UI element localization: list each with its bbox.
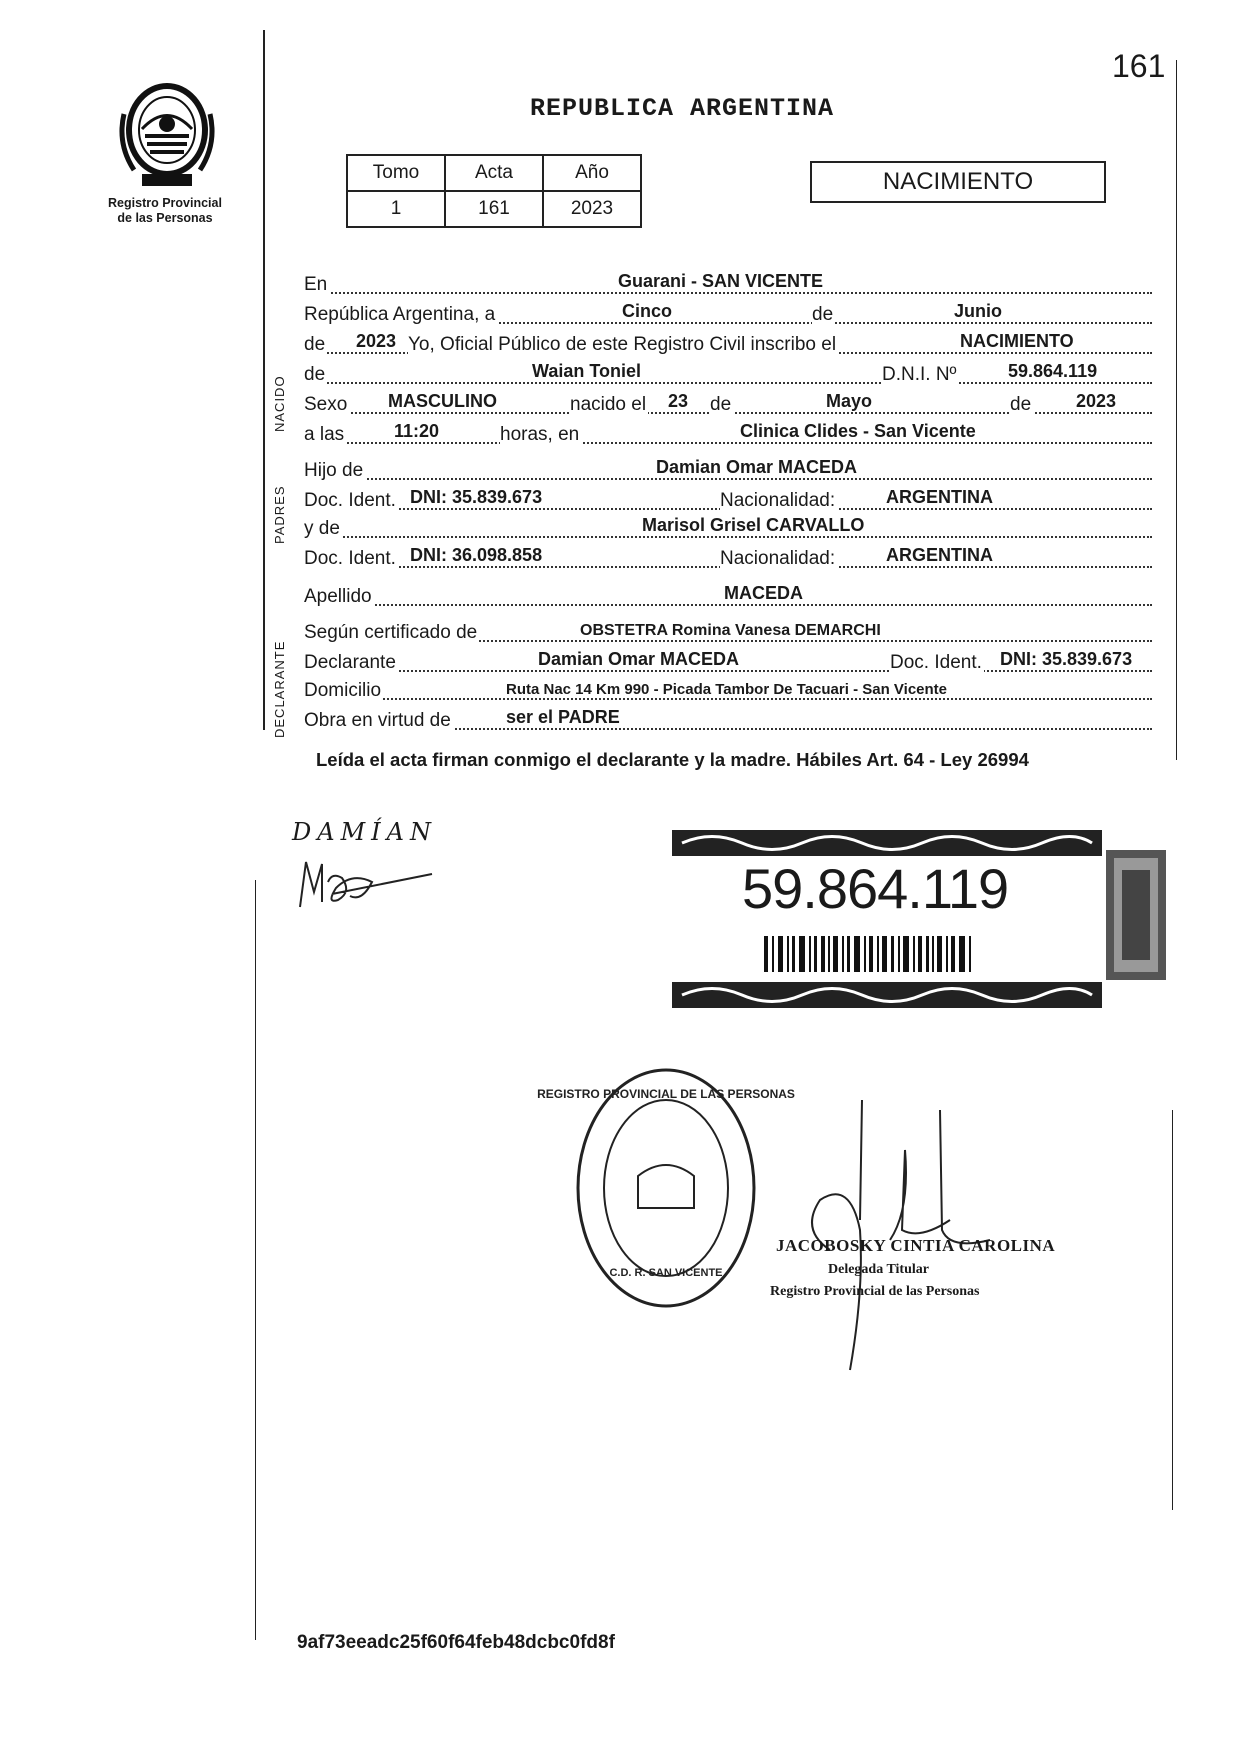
value-father: Damian Omar MACEDA: [656, 457, 858, 477]
declarant-signature-name: DAMÍAN: [292, 818, 437, 846]
document-hash: 9af73eeadc25f60f64feb48dcbc0fd8f: [297, 1632, 615, 1653]
stamp-text: REGISTRO PROVINCIAL DE LAS PERSONAS: [537, 1087, 795, 1101]
label-yde: y de: [304, 518, 340, 539]
right-margin-line: [1176, 60, 1177, 760]
logo-caption-line1: Registro Provincial: [108, 196, 222, 210]
row-en: [304, 268, 1152, 298]
document-title: REPUBLICA ARGENTINA: [530, 94, 835, 123]
value-sexo: MASCULINO: [388, 391, 497, 411]
value-dni: 59.864.119: [1008, 361, 1098, 381]
page-number: 161: [1112, 48, 1166, 84]
value-doc1: DNI: 35.839.673: [410, 487, 543, 507]
label-horas: horas, en: [500, 424, 580, 445]
left-margin-line: [263, 30, 265, 730]
label-apellido: Apellido: [304, 586, 372, 607]
row-certificado: [304, 616, 1152, 646]
label-de2: de: [304, 334, 326, 355]
label-hora: a las: [304, 424, 345, 445]
value-certificado: OBSTETRA Romina Vanesa DEMARCHI: [580, 622, 881, 639]
value-declarante: Damian Omar MACEDA: [538, 649, 740, 669]
row-doc2: [304, 542, 1152, 572]
official-name: JACOBOSKY CINTIA CAROLINA: [776, 1236, 1056, 1255]
logo-caption-line2: de las Personas: [117, 211, 213, 225]
label-sexo: Sexo: [304, 394, 348, 415]
label-nac1: Nacionalidad:: [720, 490, 836, 511]
row-declarante: [304, 646, 1152, 676]
logo-caption: [90, 196, 240, 226]
row-yde: [304, 512, 1152, 542]
value-month: Junio: [954, 301, 1002, 321]
label-nacido: nacido el: [570, 394, 647, 415]
ref-value-ano: 2023: [543, 191, 641, 227]
ref-value-acta: 161: [445, 191, 543, 227]
declarant-signature: [292, 852, 442, 922]
official-role: Delegada Titular: [828, 1262, 929, 1277]
label-certificado: Según certificado de: [304, 622, 478, 643]
ref-header-tomo: Tomo: [347, 155, 445, 191]
row-sexo: [304, 388, 1152, 418]
row-domicilio: [304, 674, 1152, 704]
row-hora: [304, 418, 1152, 448]
value-mother: Marisol Grisel CARVALLO: [642, 515, 865, 535]
label-de3: de: [710, 394, 732, 415]
barcode-number: 59.864.119: [742, 857, 1009, 920]
value-apellido: MACEDA: [724, 583, 803, 603]
side-label-declarante: DECLARANTE: [272, 640, 287, 738]
value-inscribe: NACIMIENTO: [960, 331, 1074, 351]
official-org: Registro Provincial de las Personas: [770, 1284, 980, 1299]
label-declarante: Declarante: [304, 652, 396, 673]
label-doc1: Doc. Ident.: [304, 490, 396, 511]
side-label-nacido: NACIDO: [272, 375, 287, 432]
value-name: Waian Toniel: [532, 361, 642, 381]
value-en: Guarani - SAN VICENTE: [618, 271, 824, 291]
label-doc2: Doc. Ident.: [304, 548, 396, 569]
left-margin-line-lower: [255, 880, 256, 1640]
value-place: Clinica Clides - San Vicente: [740, 421, 976, 441]
label-yo: Yo, Oficial Público de este Registro Civil inscribo el: [408, 334, 837, 355]
right-margin-line-lower: [1172, 1110, 1173, 1510]
closing-text: Leída el acta firman conmigo el declarante y la madre. Hábiles Art. 64 - Ley 26994: [316, 749, 1029, 770]
label-de4: de: [1010, 394, 1032, 415]
label-republica: República Argentina, a: [304, 304, 496, 325]
value-domicilio: Ruta Nac 14 Km 990 - Picada Tambor De Tacuari - San Vicente: [506, 681, 947, 698]
label-hijo: Hijo de: [304, 460, 364, 481]
label-de: de: [812, 304, 834, 325]
province-seal-logo: [112, 74, 222, 192]
label-decl-doc: Doc. Ident.: [890, 652, 982, 673]
row-year: [304, 328, 1152, 358]
reference-table: [346, 154, 642, 228]
ref-header-ano: Año: [543, 155, 641, 191]
label-en: En: [304, 274, 328, 295]
label-name: de: [304, 364, 326, 385]
official-signature: [790, 1090, 990, 1380]
value-birth-month: Mayo: [826, 391, 873, 411]
value-birth-day: 23: [668, 391, 689, 411]
side-label-padres: PADRES: [272, 485, 287, 544]
row-doc1: [304, 484, 1152, 514]
value-decl-doc: DNI: 35.839.673: [1000, 649, 1133, 669]
value-birth-year: 2023: [1076, 391, 1117, 411]
ref-value-tomo: 1: [347, 191, 445, 227]
value-doc2: DNI: 36.098.858: [410, 545, 543, 565]
row-apellido: [304, 580, 1152, 610]
official-stamp: [537, 1058, 795, 1318]
label-obra: Obra en virtud de: [304, 710, 451, 731]
label-domicilio: Domicilio: [304, 680, 382, 701]
stamp-bottom-text: C.D. R. SAN VICENTE: [609, 1267, 723, 1279]
value-day: Cinco: [622, 301, 673, 321]
row-name: [304, 358, 1152, 388]
value-year: 2023: [356, 331, 397, 351]
ref-header-acta: Acta: [445, 155, 543, 191]
row-obra: [304, 704, 1152, 734]
value-nac1: ARGENTINA: [886, 487, 993, 507]
label-dni: D.N.I. Nº: [882, 364, 957, 385]
row-hijo: [304, 454, 1152, 484]
label-nac2: Nacionalidad:: [720, 548, 836, 569]
value-nac2: ARGENTINA: [886, 545, 993, 565]
document-type-box: NACIMIENTO: [810, 161, 1106, 203]
value-obra: ser el PADRE: [506, 707, 620, 727]
value-hora: 11:20: [394, 421, 440, 441]
row-republica: [304, 298, 1152, 328]
side-seal-strip: [1106, 850, 1166, 980]
